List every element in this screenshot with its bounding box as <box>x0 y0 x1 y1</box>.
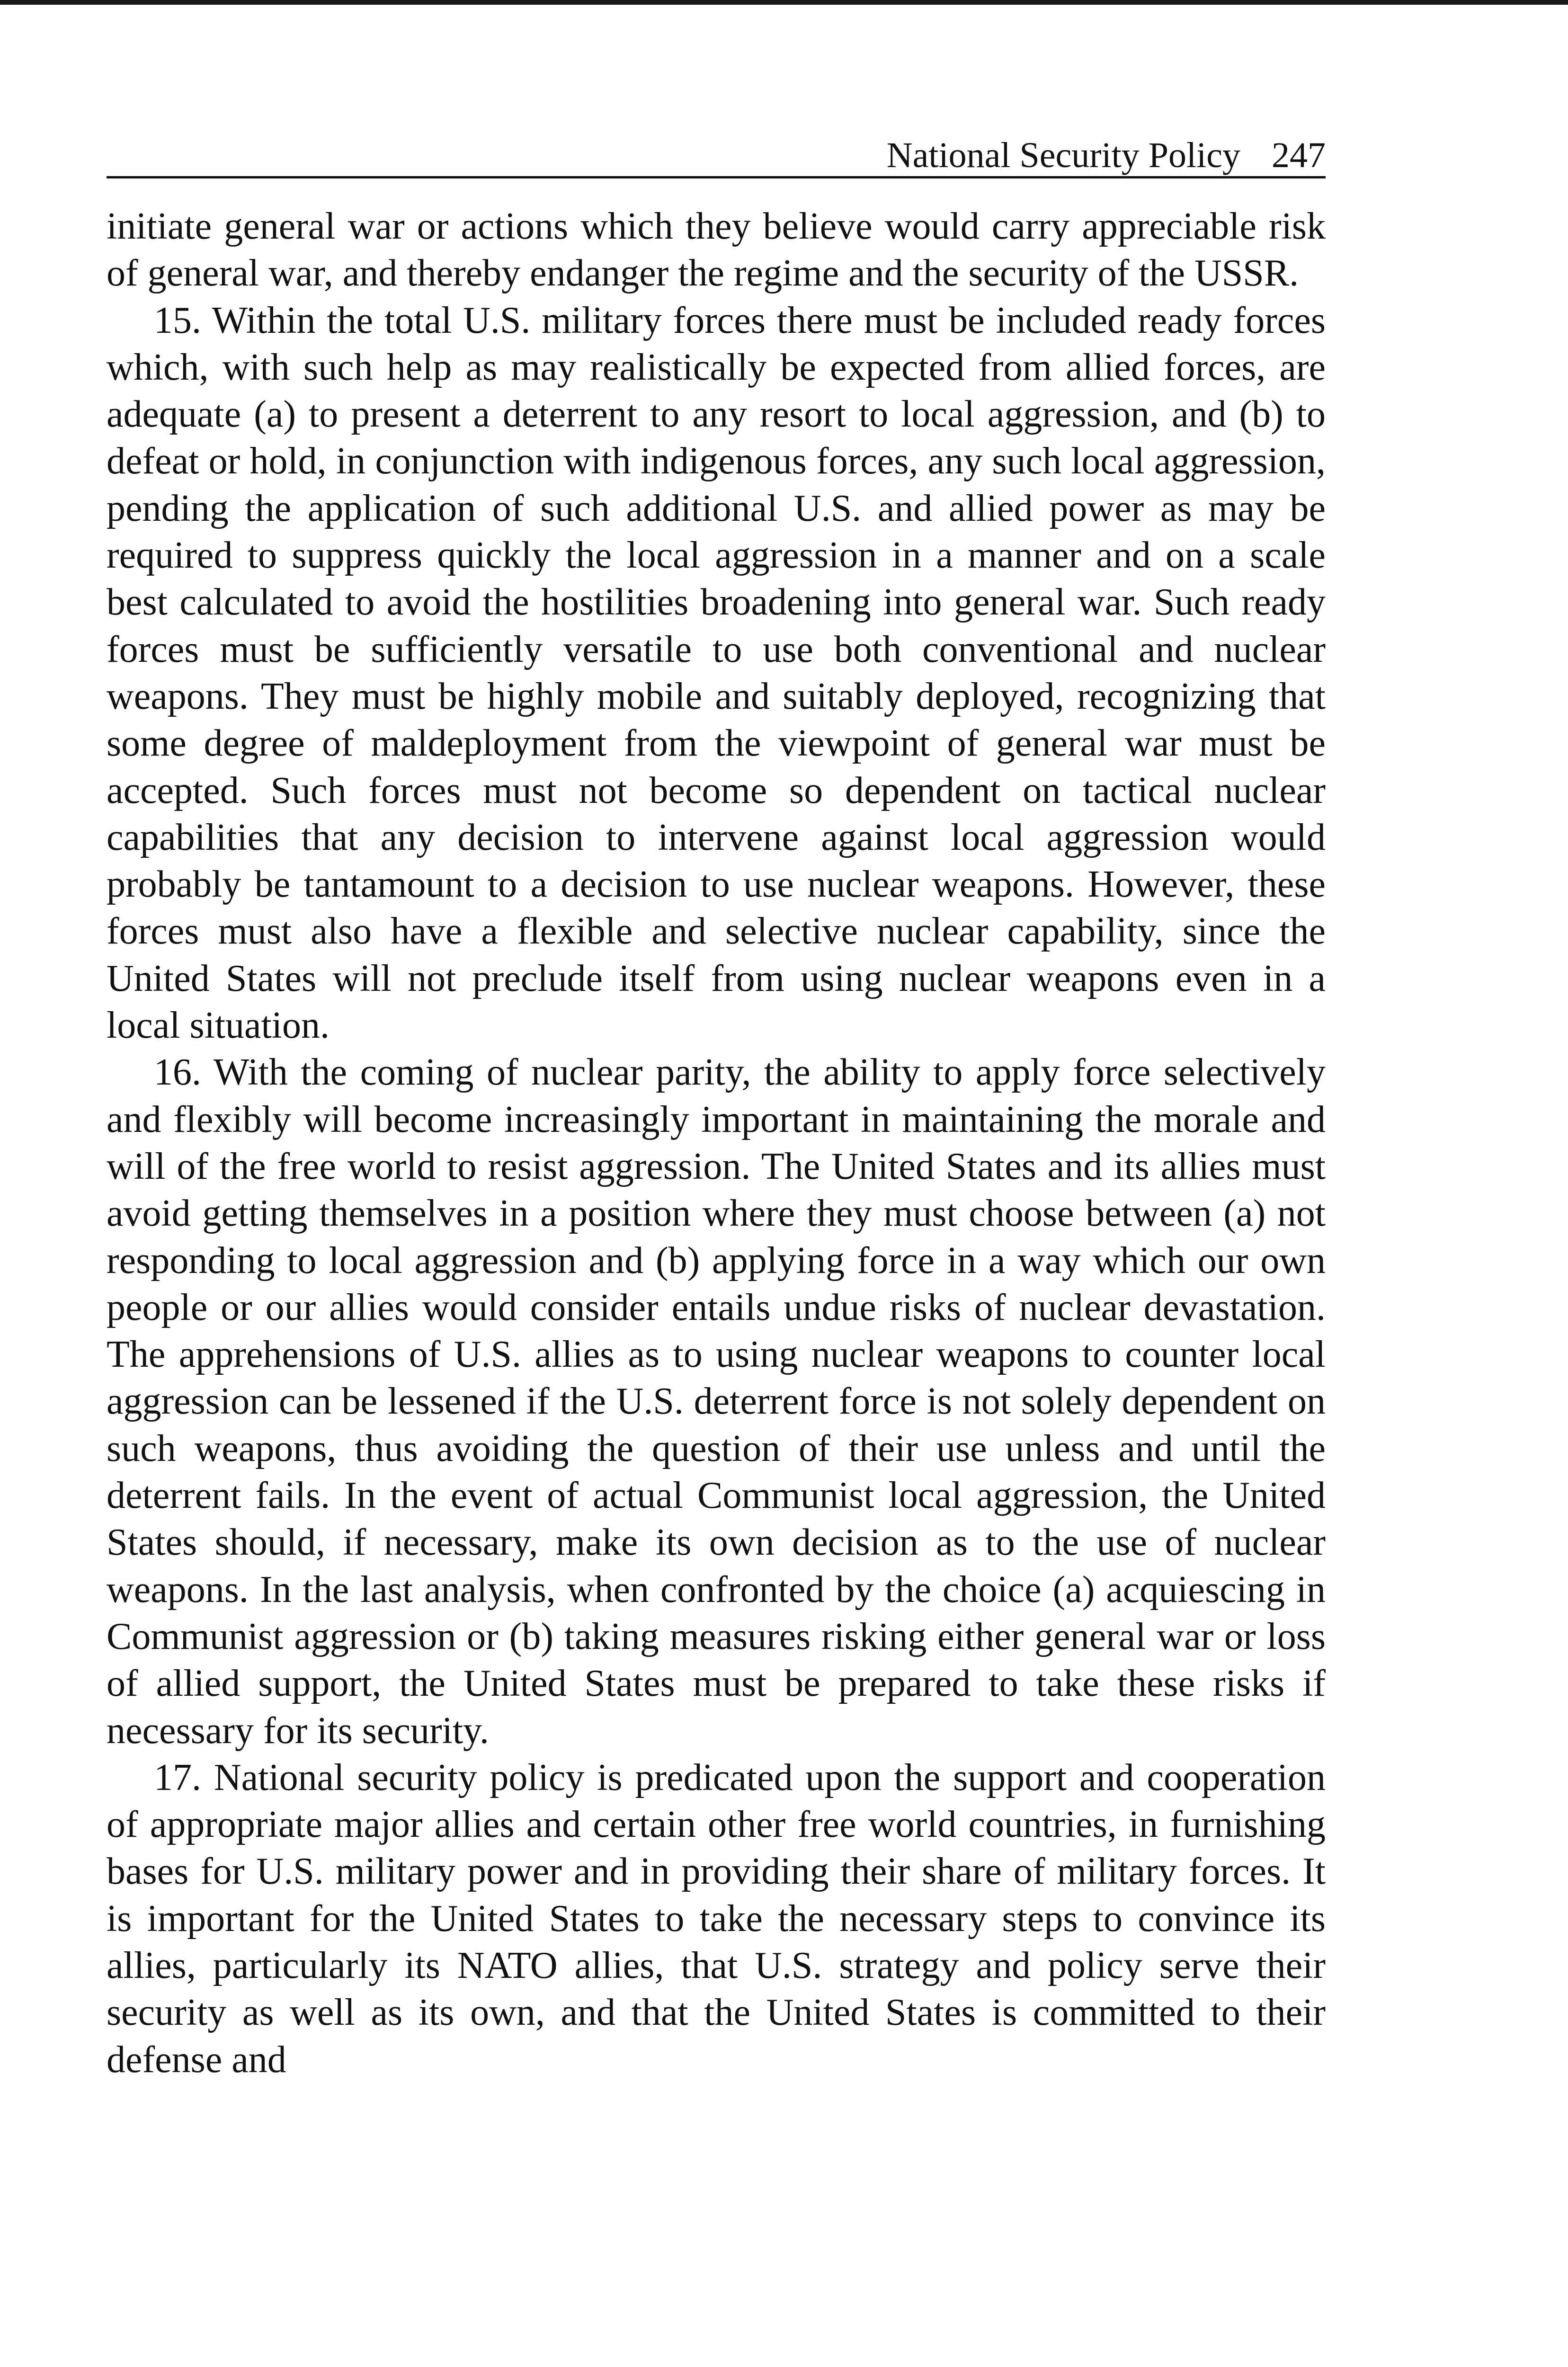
paragraph-continuation: initiate general war or actions which they believe would carry appreciable risk of general war, and thereby endanger the regime and the security of the USSR. <box>107 205 1326 294</box>
body-text <box>107 203 1326 2083</box>
running-header-title: National Security Policy <box>886 135 1240 175</box>
paragraph-17: 17. National security policy is predicated upon the support and cooperation of appropriate major allies and certain other free world countries, in furnishing bases for U.S. military power and in providing their share of military forces. It is important for the United States to take the necessary steps to convince its allies, particularly its NATO allies, that U.S. strategy and policy serve their security as well as its own, and that the United States is committed to their defense and <box>107 1756 1326 2081</box>
running-header <box>107 137 1326 178</box>
book-page <box>107 137 1326 2083</box>
page-number: 247 <box>1272 135 1326 175</box>
paragraph-16: 16. With the coming of nuclear parity, the ability to apply force selectively and flexibly will become increasingly important in maintaining the morale and will of the free world to resist aggression. The United States and its allies must avoid getting themselves in a position where they must choose between (a) not responding to local aggression and (b) applying force in a way which our own people or our allies would consider entails undue risks of nuclear devastation. The apprehensions of U.S. allies as to using nuclear weapons to counter local aggression can be lessened if the U.S. deterrent force is not solely dependent on such weapons, thus avoiding the question of their use unless and until the deterrent fails. In the event of actual Communist local aggression, the United States should, if necessary, make its own decision as to the use of nuclear weapons. In the last analysis, when confronted by the choice (a) acquiescing in Communist aggression or (b) taking measures risking either general war or loss of allied support, the United States must be prepared to take these risks if necessary for its security. <box>107 1051 1326 1752</box>
scan-top-border <box>0 0 1568 5</box>
paragraph-15: 15. Within the total U.S. military forces there must be included ready forces which, with such help as may realistically be expected from allied forces, are adequate (a) to present a deterrent to any resort to local aggression, and (b) to defeat or hold, in conjunction with indigenous forces, any such local aggression, pending the application of such additional U.S. and allied power as may be required to suppress quickly the local aggression in a manner and on a scale best calculated to avoid the hostilities broadening into general war. Such ready forces must be sufficiently versatile to use both conventional and nuclear weapons. They must be highly mobile and suitably deployed, recognizing that some degree of maldeployment from the viewpoint of general war must be accepted. Such forces must not become so dependent on tactical nuclear capabilities that any decision to intervene against local aggression would probably be tantamount to a decision to use nuclear weapons. However, these forces must also have a flexible and selective nuclear capability, since the United States will not preclude itself from using nuclear weapons even in a local situation. <box>107 299 1326 1047</box>
